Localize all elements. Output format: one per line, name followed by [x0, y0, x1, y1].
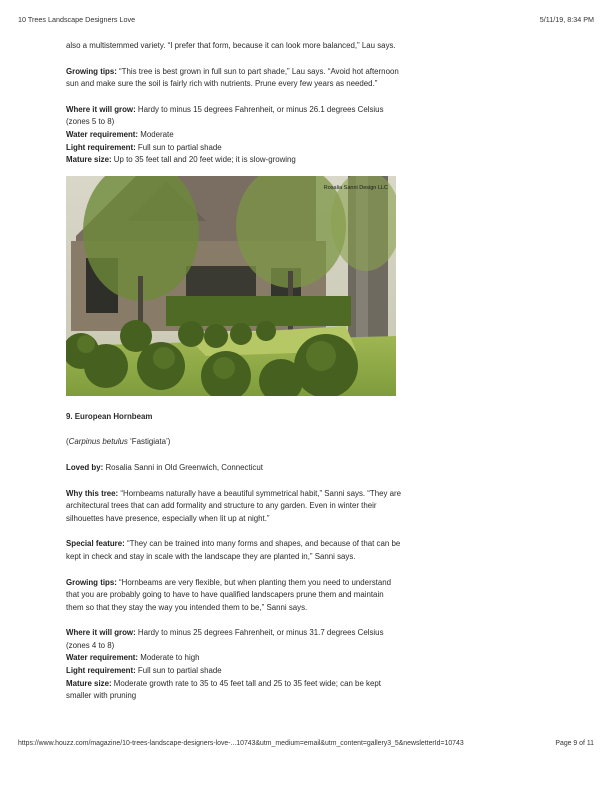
tree9-growing-label: Growing tips: — [66, 577, 117, 587]
tree9-water-text: Moderate to high — [138, 653, 200, 663]
tree9-where-text: Hardy to minus 25 degrees Fahrenheit, or minus 31.7 degrees Celsius (zones 4 to 8) — [66, 628, 384, 650]
latin-rest: ‘Fastigiata’) — [127, 437, 171, 447]
why-label: Why this tree: — [66, 488, 119, 498]
tree9-growing-paragraph — [66, 577, 402, 615]
tree9-size-paragraph — [66, 678, 402, 703]
tree9-where-paragraph — [66, 627, 402, 652]
tree9-where-label: Where it will grow: — [66, 628, 136, 638]
growing-tips-text: “This tree is best grown in full sun to part shade,” Lau says. “Avoid hot afternoon sun and make sure the soil is fairly rich with nutrients. Prune every few years as needed.” — [66, 66, 399, 89]
size-text: Up to 35 feet tall and 20 feet wide; it is slow-growing — [111, 155, 296, 165]
water-text: Moderate — [138, 129, 174, 139]
loved-by-text: Rosalia Sanni in Old Greenwich, Connecticut — [103, 462, 263, 472]
water-paragraph — [66, 129, 402, 142]
tree9-growing-text: “Hornbeams are very flexible, but when planting them you need to understand that you are probably going to have to have qualified landscapers prune them and maintain them so that they stay the way you intended them to be,” Sanni says. — [66, 577, 392, 612]
garden-photo — [66, 176, 396, 396]
why-text: “Hornbeams naturally have a beautiful symmetrical habit,” Sanni says. “They are architectural trees that can add formality and structure to any garden. Even in winter their silhouettes have presence, especially when lit up at night.” — [66, 488, 402, 523]
garden-photo-illustration — [66, 176, 396, 396]
growing-tips-label: Growing tips: — [66, 66, 117, 76]
light-text: Full sun to partial shade — [135, 142, 222, 152]
where-label: Where it will grow: — [66, 104, 136, 114]
tree-title: 9. European Hornbeam — [66, 411, 153, 421]
article-body — [66, 40, 402, 703]
tree9-light-paragraph — [66, 665, 402, 678]
where-paragraph — [66, 104, 402, 129]
tree9-light-text: Full sun to partial shade — [135, 666, 222, 676]
size-label: Mature size: — [66, 155, 112, 165]
latin-italic: Carpinus betulus — [68, 437, 128, 447]
special-paragraph — [66, 538, 402, 563]
special-text: “They can be trained into many forms and shapes, and because of that can be kept in check and stay in scale with the landscape they are planted in,” Sanni says. — [66, 539, 401, 561]
photo-credit: Rosalia Sanni Design LLC — [323, 184, 388, 191]
print-footer-url: https://www.houzz.com/magazine/10-trees-landscape-designers-love-...10743&utm_medium=email&utm_content=gallery3_5&newsletterId=10743 — [18, 740, 464, 747]
size-paragraph — [66, 154, 402, 167]
loved-by-paragraph — [66, 462, 402, 475]
light-label: Light requirement: — [66, 142, 136, 152]
why-paragraph — [66, 488, 402, 526]
print-header-title: 10 Trees Landscape Designers Love — [18, 15, 136, 24]
print-header-datetime: 5/11/19, 8:34 PM — [539, 15, 594, 24]
tree9-light-label: Light requirement: — [66, 666, 136, 676]
tree9-size-label: Mature size: — [66, 678, 112, 688]
growing-tips-paragraph — [66, 66, 402, 91]
special-label: Special feature: — [66, 539, 125, 549]
tree9-size-text: Moderate growth rate to 35 to 45 feet tall and 25 to 35 feet wide; can be kept smaller with pruning — [66, 678, 381, 701]
loved-by-label: Loved by: — [66, 462, 104, 472]
print-footer-page: Page 9 of 11 — [555, 740, 594, 747]
latin-open: ( — [66, 437, 69, 447]
tree-latin-name — [66, 436, 402, 449]
tree9-water-label: Water requirement: — [66, 653, 139, 663]
tree9-water-paragraph — [66, 652, 402, 665]
light-paragraph — [66, 142, 402, 155]
continued-paragraph: also a multistemmed variety. “I prefer that form, because it can look more balanced,” Lau says. — [66, 41, 396, 50]
where-text: Hardy to minus 15 degrees Fahrenheit, or minus 26.1 degrees Celsius (zones 5 to 8) — [66, 104, 384, 127]
water-label: Water requirement: — [66, 129, 139, 139]
